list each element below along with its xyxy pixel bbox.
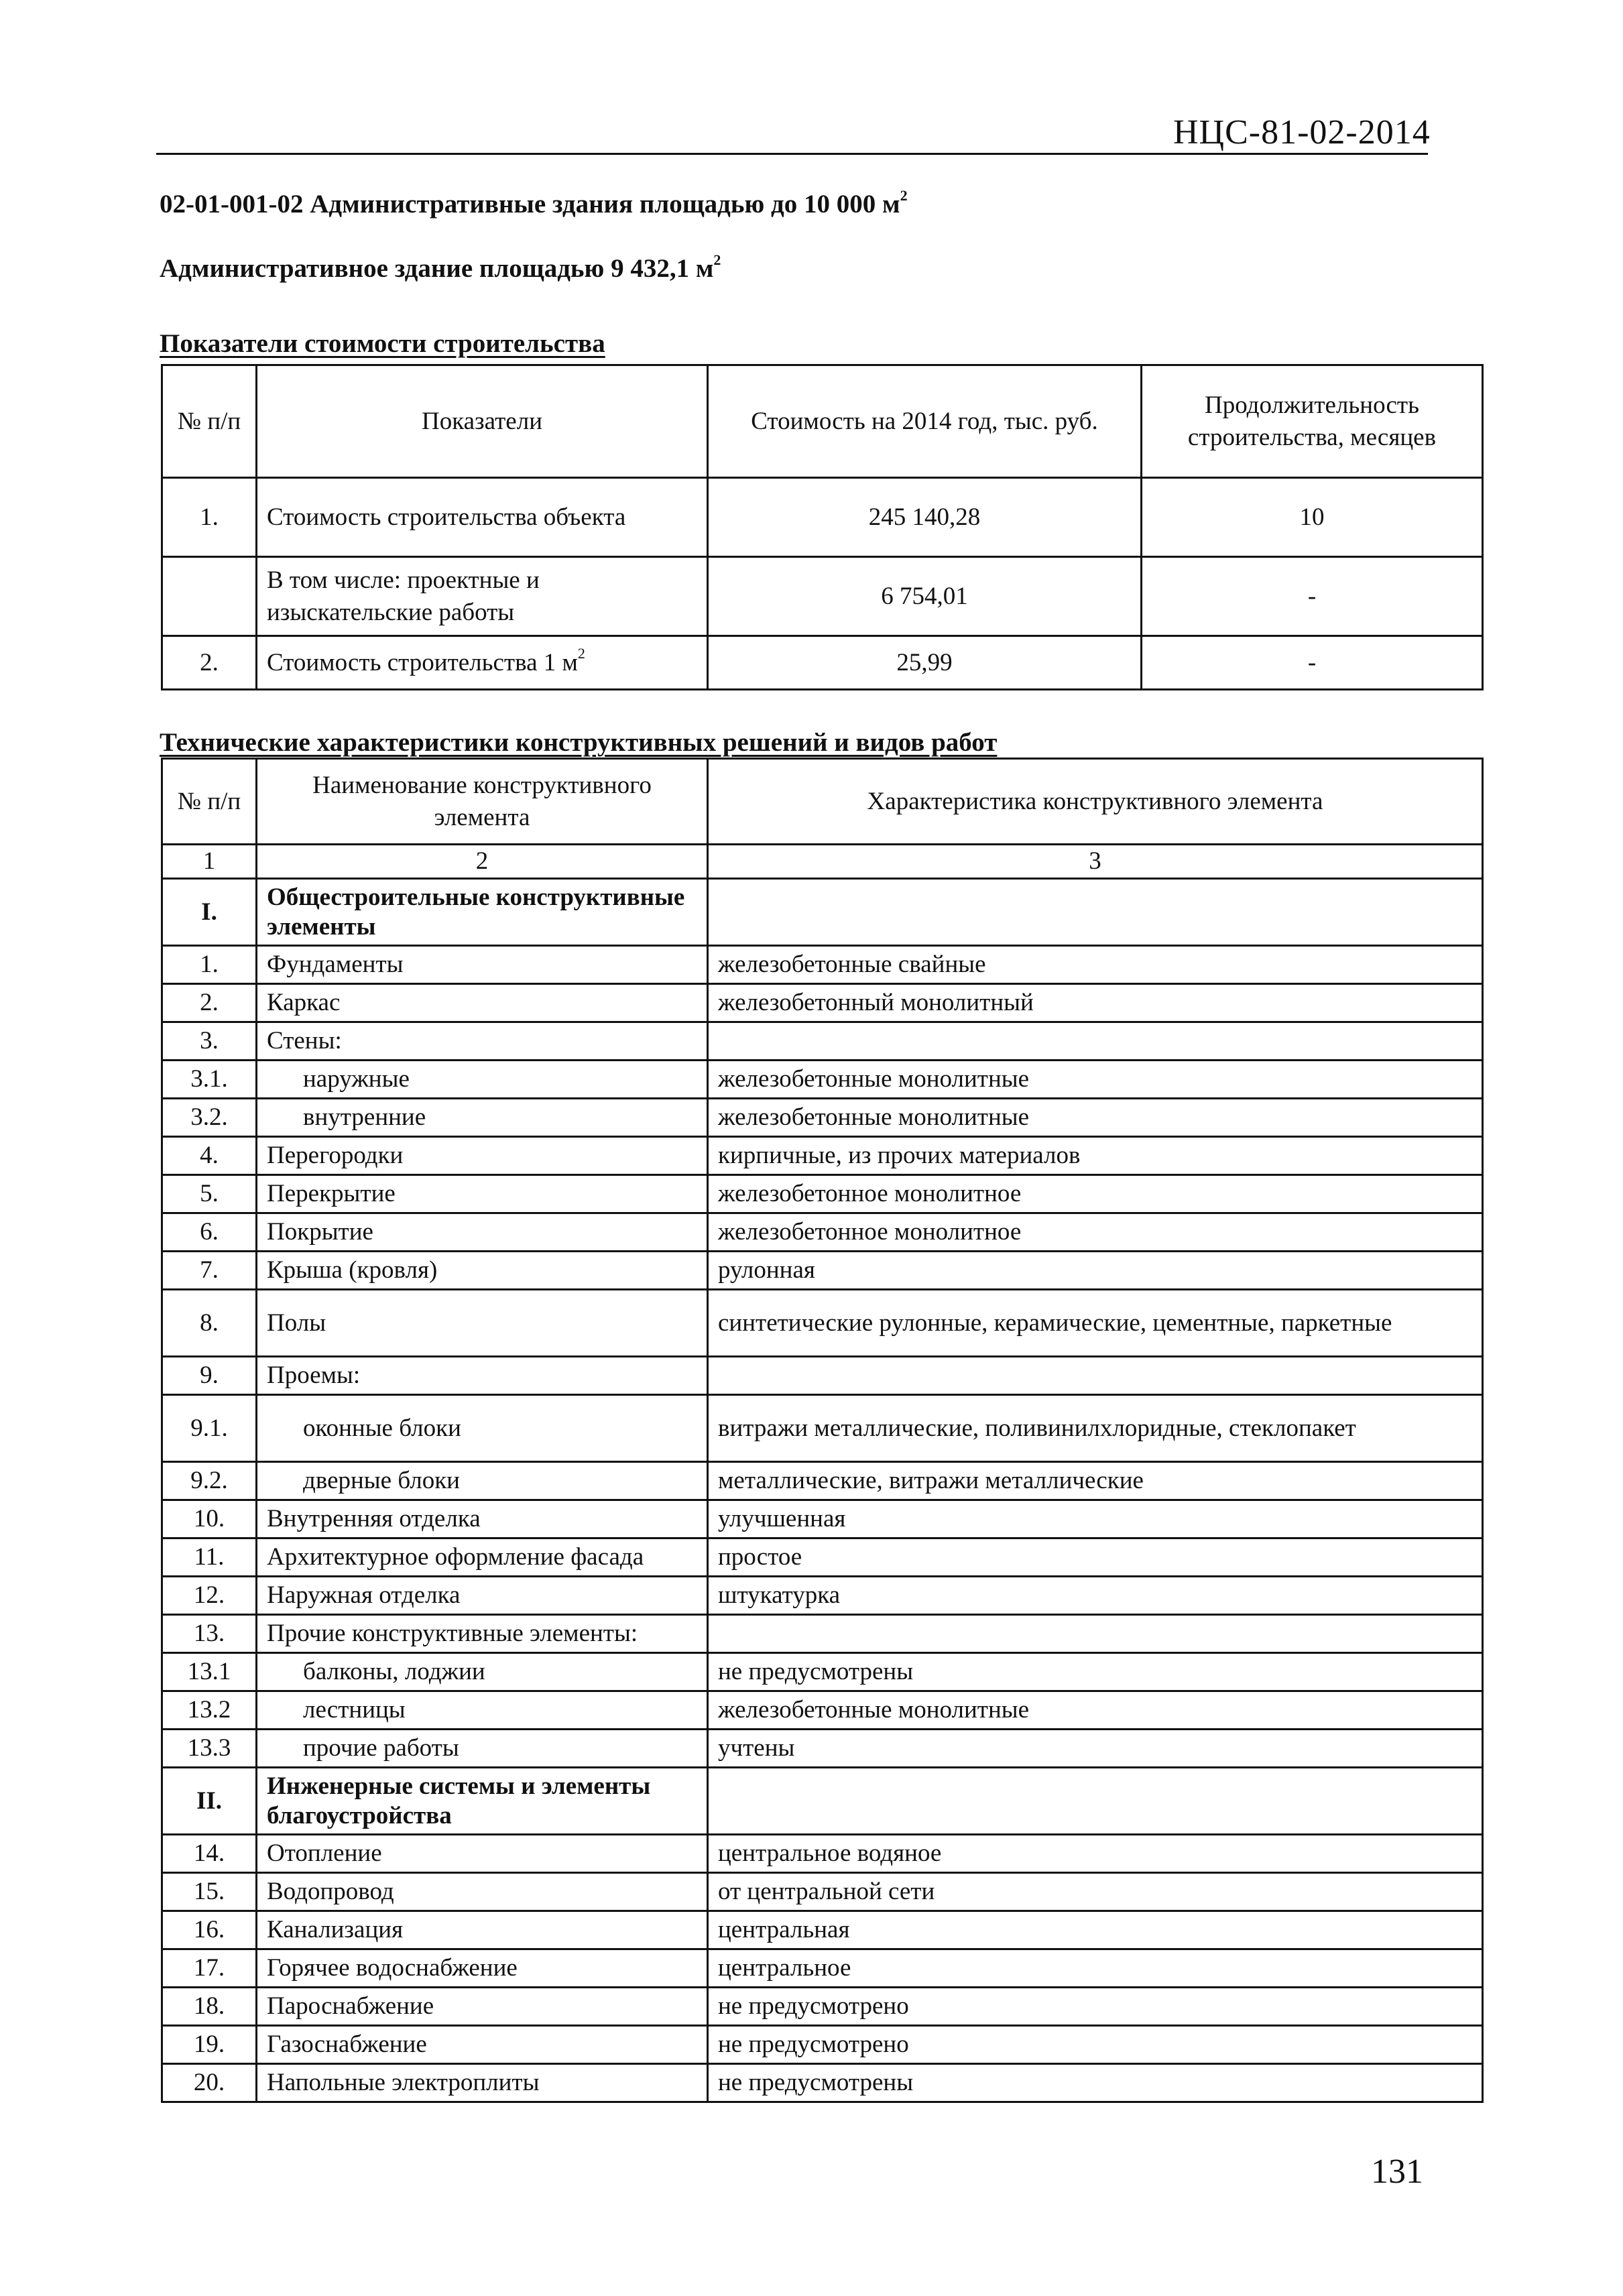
tech-table [161,758,1484,2103]
row-value: железобетонные монолитные [708,1061,1483,1099]
row-name: Внутренняя отделка [257,1500,708,1538]
section-row [162,1768,1483,1835]
table-row [162,1873,1483,1911]
row-name: внутренние [257,1099,708,1137]
table-row [162,1911,1483,1949]
table-row [162,1691,1483,1730]
table-row [162,984,1483,1022]
row-value: железобетонные свайные [708,946,1483,984]
table-row [162,636,1483,690]
row-value: центральная [708,1911,1483,1949]
table-row [162,1099,1483,1137]
tech-table-header-row [162,759,1483,845]
table-row [162,1615,1483,1653]
row-value: не предусмотрено [708,1988,1483,2026]
row-num: 10. [162,1500,257,1538]
table-row [162,1500,1483,1538]
row-name: Прочие конструктивные элементы: [257,1615,708,1653]
tech-col-name: Наименование конструктивного элемента [257,759,708,845]
table-row [162,478,1483,557]
document-title-sup: 2 [900,187,908,204]
row-name: Газоснабжение [257,2026,708,2064]
row-name: лестницы [257,1691,708,1730]
table-row [162,1175,1483,1213]
row-num: 14. [162,1835,257,1873]
row-cost: 6 754,01 [708,557,1142,636]
cost-table-header-row [162,365,1483,478]
cost-col-num: № п/п [162,365,257,478]
document-title [160,189,908,219]
table-row [162,1730,1483,1768]
row-name: Канализация [257,1911,708,1949]
row-cost: 245 140,28 [708,478,1142,557]
document-title-text: 02-01-001-02 Административные здания площадью до 10 000 м [160,190,900,219]
row-value: центральное [708,1949,1483,1988]
row-name: Перегородки [257,1137,708,1175]
cost-col-duration: Продолжительность строительства, месяцев [1142,365,1483,478]
row-cost: 25,99 [708,636,1142,690]
table-row [162,1061,1483,1099]
table-row [162,1949,1483,1988]
row-name-text: В том числе: проектные и изыскательские работы [267,566,540,626]
tech-column-numbers-row [162,845,1483,879]
row-value: штукатурка [708,1577,1483,1615]
row-name-text: Стоимость строительства объекта [267,503,626,531]
row-num: 2. [162,984,257,1022]
row-name: дверные блоки [257,1462,708,1500]
row-value: не предусмотрено [708,2026,1483,2064]
table-row [162,1395,1483,1462]
row-duration: 10 [1142,478,1483,557]
row-num: I. [162,879,257,946]
row-num: 6. [162,1213,257,1252]
row-name: прочие работы [257,1730,708,1768]
table-row [162,2064,1483,2102]
row-name [257,478,708,557]
section-row [162,879,1483,946]
row-name: Архитектурное оформление фасада [257,1538,708,1577]
row-value: от центральной сети [708,1873,1483,1911]
row-name: Водопровод [257,1873,708,1911]
row-num: 3.1. [162,1061,257,1099]
row-value: железобетонные монолитные [708,1691,1483,1730]
row-name: оконные блоки [257,1395,708,1462]
row-num: 5. [162,1175,257,1213]
row-name: Инженерные системы и элементы благоустройства [257,1768,708,1835]
table-row [162,1252,1483,1290]
row-value [708,1357,1483,1395]
row-num: 7. [162,1252,257,1290]
table-row [162,1137,1483,1175]
row-duration: - [1142,557,1483,636]
row-num: 1. [162,478,257,557]
cost-table [161,364,1484,690]
document-subtitle-sup: 2 [713,251,721,268]
row-num: 1. [162,946,257,984]
row-name-text: Стоимость строительства 1 м [267,648,578,676]
tech-section-heading: Технические характеристики конструктивных решений и видов работ [160,728,998,757]
row-name: Стены: [257,1022,708,1061]
table-row [162,1357,1483,1395]
row-duration: - [1142,636,1483,690]
header-rule [156,153,1428,155]
row-num: 17. [162,1949,257,1988]
row-num: 18. [162,1988,257,2026]
row-value: железобетонный монолитный [708,984,1483,1022]
row-value: простое [708,1538,1483,1577]
row-num: 2. [162,636,257,690]
row-name: балконы, лоджии [257,1653,708,1691]
row-name [257,636,708,690]
row-num: 9. [162,1357,257,1395]
table-row [162,1022,1483,1061]
row-num: 19. [162,2026,257,2064]
cost-table-body [162,478,1483,690]
row-value: железобетонное монолитное [708,1213,1483,1252]
cost-col-cost: Стоимость на 2014 год, тыс. руб. [708,365,1142,478]
row-name: Полы [257,1290,708,1357]
row-name: Каркас [257,984,708,1022]
row-value [708,1768,1483,1835]
row-num: 3. [162,1022,257,1061]
row-num [162,557,257,636]
row-value: центральное водяное [708,1835,1483,1873]
row-name: Проемы: [257,1357,708,1395]
row-name: Пароснабжение [257,1988,708,2026]
row-num: 3.2. [162,1099,257,1137]
row-value: не предусмотрены [708,2064,1483,2102]
row-num: 13. [162,1615,257,1653]
table-row [162,1835,1483,1873]
table-row [162,557,1483,636]
row-name: Крыша (кровля) [257,1252,708,1290]
row-num: 13.3 [162,1730,257,1768]
row-num: 9.1. [162,1395,257,1462]
row-value [708,879,1483,946]
row-num: 12. [162,1577,257,1615]
table-row [162,946,1483,984]
row-name: Перекрытие [257,1175,708,1213]
table-row [162,1653,1483,1691]
row-num: 4. [162,1137,257,1175]
row-num: 13.1 [162,1653,257,1691]
tech-colnum-3: 3 [708,845,1483,879]
row-value: синтетические рулонные, керамические, цементные, паркетные [708,1290,1483,1357]
row-name: наружные [257,1061,708,1099]
row-num: 15. [162,1873,257,1911]
table-row [162,1538,1483,1577]
row-name: Отопление [257,1835,708,1873]
row-value [708,1022,1483,1061]
cost-section-heading: Показатели стоимости строительства [160,329,605,358]
row-name: Наружная отделка [257,1577,708,1615]
row-value: железобетонные монолитные [708,1099,1483,1137]
row-name: Покрытие [257,1213,708,1252]
row-value: железобетонное монолитное [708,1175,1483,1213]
tech-colnum-2: 2 [257,845,708,879]
row-name: Фундаменты [257,946,708,984]
table-row [162,1577,1483,1615]
row-num: II. [162,1768,257,1835]
document-subtitle [160,253,721,284]
row-num: 11. [162,1538,257,1577]
table-row [162,1462,1483,1500]
document-code: НЦС-81-02-2014 [1173,113,1431,152]
row-num: 9.2. [162,1462,257,1500]
tech-col-value: Характеристика конструктивного элемента [708,759,1483,845]
row-value: рулонная [708,1252,1483,1290]
row-value: металлические, витражи металлические [708,1462,1483,1500]
row-value: не предусмотрены [708,1653,1483,1691]
row-value: витражи металлические, поливинилхлоридные, стеклопакет [708,1395,1483,1462]
tech-table-body [162,879,1483,2102]
page-number: 131 [1371,2153,1423,2191]
row-num: 8. [162,1290,257,1357]
row-value: улучшенная [708,1500,1483,1538]
row-num: 16. [162,1911,257,1949]
row-value: кирпичные, из прочих материалов [708,1137,1483,1175]
row-name [257,557,708,636]
row-name: Общестроительные конструктивные элементы [257,879,708,946]
row-num: 13.2 [162,1691,257,1730]
row-value: учтены [708,1730,1483,1768]
row-name: Напольные электроплиты [257,2064,708,2102]
row-value [708,1615,1483,1653]
cost-col-name: Показатели [257,365,708,478]
tech-col-num: № п/п [162,759,257,845]
table-row [162,2026,1483,2064]
row-num: 20. [162,2064,257,2102]
table-row [162,1290,1483,1357]
row-name: Горячее водоснабжение [257,1949,708,1988]
row-name-sup: 2 [577,645,585,662]
tech-colnum-1: 1 [162,845,257,879]
document-subtitle-text: Административное здание площадью 9 432,1 м [160,254,714,283]
table-row [162,1988,1483,2026]
table-row [162,1213,1483,1252]
